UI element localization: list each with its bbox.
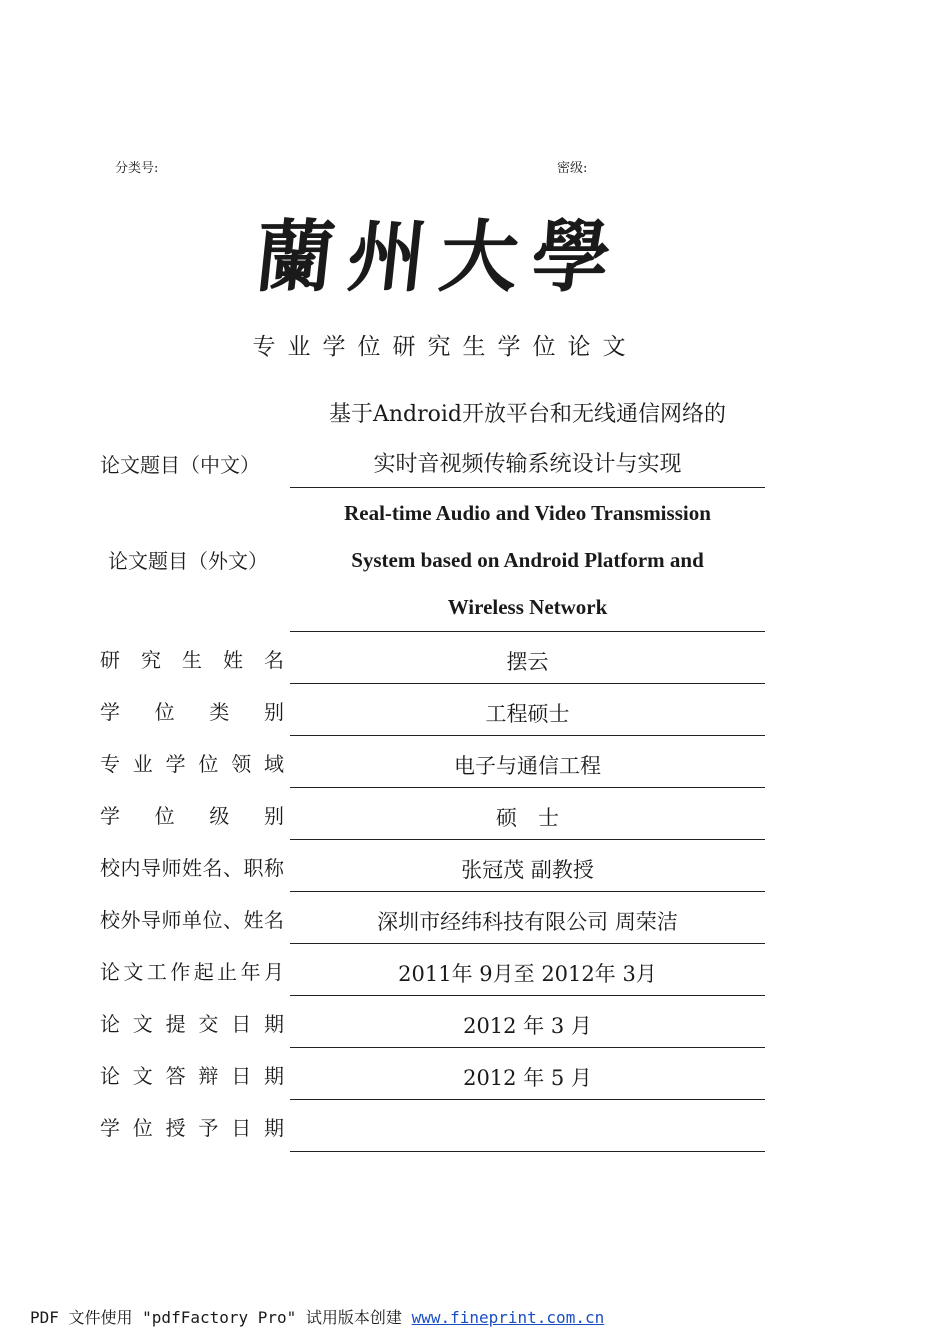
field-value: 2012 年 5 月 [463,1066,592,1090]
divider-line [290,487,765,488]
field-value: 2012 年 3 月 [463,1014,592,1038]
divider-line [290,631,765,632]
title-en [290,490,765,631]
divider-line [290,995,765,996]
title-zh-label: 论文题目（中文） [100,453,260,477]
university-logo: 蘭州大學 [251,212,629,303]
divider-line [290,839,765,840]
field-value: 电子与通信工程 [454,754,601,778]
title-en-line: System based on Android Platform and [351,548,704,572]
divider-line [290,1047,765,1048]
field-value: 张冠茂 副教授 [461,858,594,882]
field-label: 论文工作起止年月 [100,960,284,984]
divider-line [290,1099,765,1100]
title-en-line: Wireless Network [447,595,608,619]
divider-line [290,787,765,788]
footer-text: PDF 文件使用 "pdfFactory Pro" 试用版本创建 [30,1308,412,1327]
field-value: 2011年 9月至 2012年 3月 [398,962,657,986]
field-label: 学位级别 [100,804,284,828]
title-en-label: 论文题目（外文） [108,549,268,573]
title-en-line: Real-time Audio and Video Transmission [344,501,711,525]
field-label: 学位授予日期 [100,1116,284,1140]
divider-line [290,1151,765,1152]
field-value: 工程硕士 [485,702,570,726]
field-label: 学位类别 [100,700,284,724]
secrecy-label: 密级: [557,161,588,176]
divider-line [290,735,765,736]
field-label: 论文答辩日期 [100,1064,284,1088]
field-value: 硕 士 [496,806,559,830]
field-label: 专业学位领域 [100,752,284,776]
pdf-footer [30,1305,604,1328]
thesis-type: 专业学位研究生学位论文 [252,334,638,360]
title-zh-line: 实时音视频传输系统设计与实现 [373,452,682,477]
title-zh-line: 基于Android开放平台和无线通信网络的 [328,402,727,427]
field-value: 深圳市经纬科技有限公司 周荣洁 [377,910,678,934]
field-label: 论文提交日期 [100,1012,284,1036]
field-label: 研究生姓名 [100,648,284,672]
field-value: 摆云 [506,650,549,674]
footer-link[interactable]: www.fineprint.com.cn [411,1308,605,1327]
divider-line [290,683,765,684]
field-label: 校内导师姓名、职称 [100,856,284,880]
divider-line [290,943,765,944]
field-label: 校外导师单位、姓名 [100,908,284,932]
title-zh [290,390,765,490]
classification-label: 分类号: [115,161,159,176]
divider-line [290,891,765,892]
